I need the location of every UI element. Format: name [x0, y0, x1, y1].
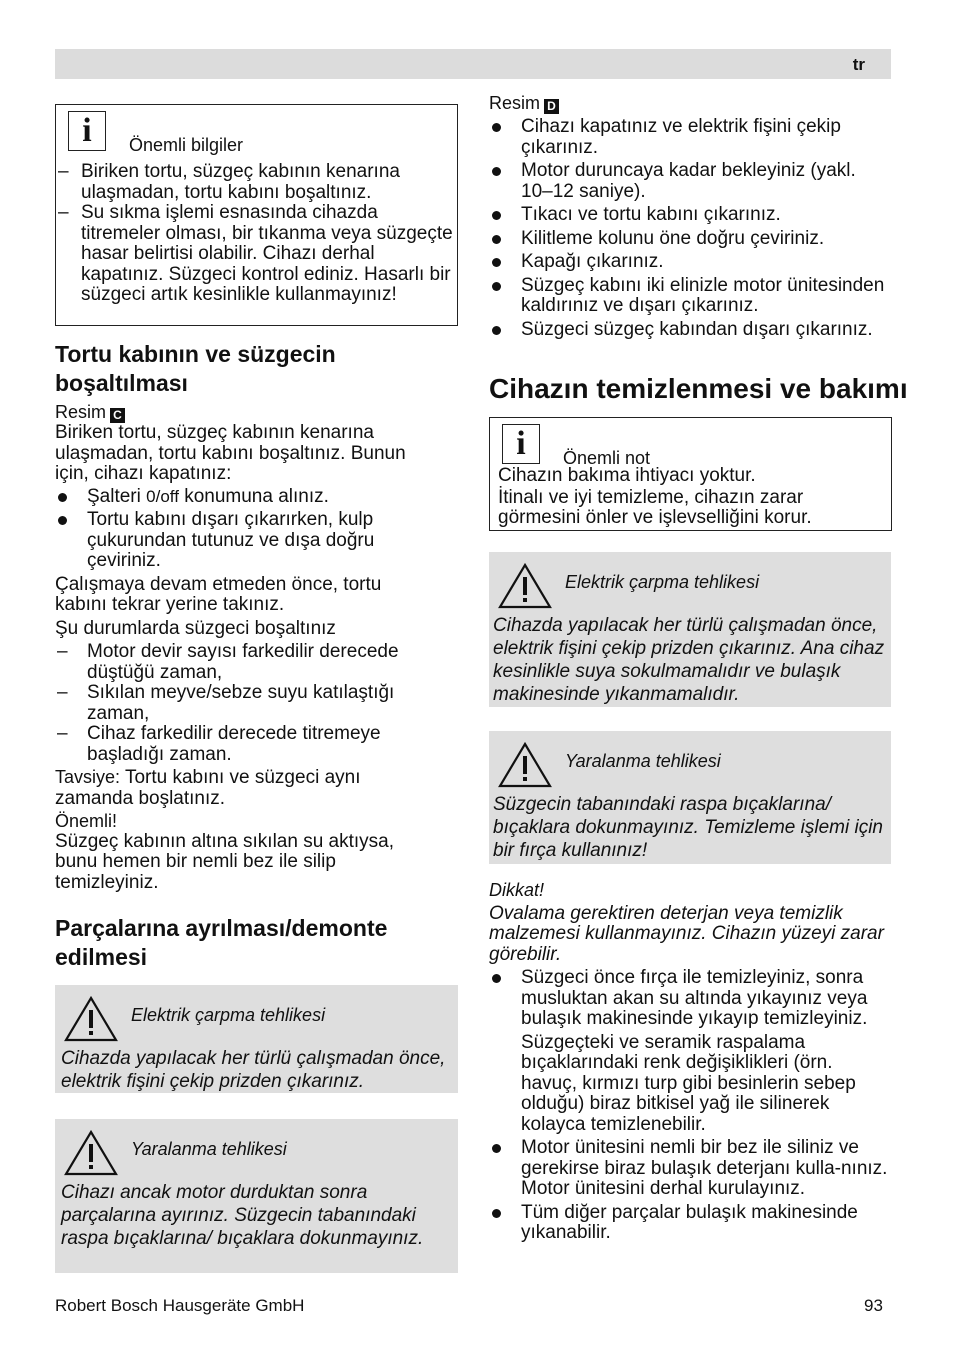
figure-letter-badge: C: [110, 408, 125, 423]
dash-item: – Cihaz farkedilir derecede titremeye başladığı zaman.: [57, 723, 381, 765]
info-item: – Biriken tortu, süzgeç kabının kenarına ulaşmadan, tortu kabını boşaltınız.: [58, 161, 400, 203]
disassembly-steps: [489, 93, 891, 340]
bullet-item: Tıkacı ve tortu kabını çıkarınız.: [489, 205, 891, 226]
warning-title: Yaralanma tehlikesi: [131, 1139, 287, 1159]
warning-text: Süzgecin tabanındaki raspa bıçaklarına/ bıçaklara dokunmayınız. Temizleme işlemi için bir fırça kullanınız!: [493, 794, 884, 861]
important-label: Önemli!: [55, 811, 118, 831]
page-number: 93: [864, 1296, 883, 1315]
caution-label: Dikkat!: [489, 880, 545, 900]
bullet-item: Şalteri 0/off konumuna alınız.: [55, 487, 435, 508]
info-box-title: Önemli bilgiler: [129, 135, 244, 155]
warning-triangle-icon: [63, 1129, 119, 1177]
paragraph: Biriken tortu, süzgeç kabının kenarına ulaşmadan, tortu kabını boşaltınız. Bunun için, cihazı kapatınız:: [55, 422, 406, 484]
dash-item: – Motor devir sayısı farkedilir derecede düştüğü zaman,: [57, 641, 399, 683]
cleaning-instructions: [489, 880, 891, 1244]
warning-title: Elektrik çarpma tehlikesi: [565, 572, 760, 592]
warning-text: Cihazda yapılacak her türlü çalışmadan önce, elektrik fişini çekip prizden çıkarınız. Ana cihaz kesinlikle suya sokulmamalıdır ve bulaşık makinesinde yıkanmamalıdır.: [493, 615, 885, 705]
warning-electric-shock: [55, 985, 458, 1093]
figure-letter-badge: D: [544, 99, 559, 114]
info-item: – Su sıkma işlemi esnasında cihazda titremeler olması, bir tıkanma veya süzgeçte hasar belirtisi olabilir. Cihazı derhal kapatınız. Süzgeci kontrol ediniz. Hasarlı bir süzgeci artık kesinlikle kullanmayınız!: [58, 202, 453, 305]
warning-title: Elektrik çarpma tehlikesi: [131, 1005, 326, 1025]
section-emptying: [55, 340, 435, 893]
warning-injury: [489, 731, 891, 864]
bullet-item: Cihazı kapatınız ve elektrik fişini çekip çıkarınız.: [489, 117, 891, 158]
warning-triangle-icon: [497, 741, 553, 789]
bullet-item: Tortu kabını dışarı çıkarırken, kulp çukurundan tutunuz ve dışa doğru çeviriniz.: [55, 510, 435, 572]
warning-text: Cihazda yapılacak her türlü çalışmadan önce, elektrik fişini çekip prizden çıkarınız.: [61, 1048, 446, 1092]
paragraph: Çalışmaya devam etmeden önce, tortu kabını tekrar yerine takınız.: [55, 573, 382, 615]
dash-item: – Sıkılan meyve/sebze suyu katılaştığı zaman,: [57, 682, 395, 724]
warning-injury: [55, 1119, 458, 1273]
bullet-item: Süzgeci süzgeç kabından dışarı çıkarınız.: [489, 320, 891, 341]
paragraph: Süzgeçteki ve seramik raspalama bıçaklarındaki renk değişiklikleri (örn. havuç, kırmızı turp gibi besinlerin sebep olduğu) biraz bitkisel yağ ile silinerek kolayca temizlenebilir.: [521, 1031, 856, 1135]
tip: Tavsiye: Tortu kabını ve süzgeci aynı zamanda boşlatınız.: [55, 767, 361, 809]
bullet-item: Kapağı çıkarınız.: [489, 252, 891, 273]
section-heading: Parçalarına ayrılması/demonte edilmesi: [55, 915, 388, 970]
bullet-item: Süzgeci önce fırça ile temizleyiniz, sonra musluktan akan su altında yıkayınız veya bulaşık makinesinde yıkayıp temizleyiniz.: [489, 968, 891, 1030]
warning-triangle-icon: [63, 995, 119, 1043]
bullet-item: Motor ünitesini nemli bir bez ile siliniz ve gerekirse biraz bulaşık deterjanı kulla-nınız. Motor ünitesini derhal kurulayınız.: [489, 1138, 891, 1200]
bullet-item: Kilitleme kolunu öne doğru çeviriniz.: [489, 229, 891, 250]
bullet-item: Süzgeç kabını iki elinizle motor ünitesinden kaldırınız ve dışarı çıkarınız.: [489, 276, 891, 317]
header-bar: [55, 49, 891, 79]
note-text: İtinalı ve iyi temizleme, cihazın zarar görmesini önler ve işlevselliğini korur.: [498, 486, 812, 528]
figure-ref: Resim D: [489, 93, 891, 114]
figure-ref: Resim C: [55, 402, 435, 423]
bullet-item: Motor duruncaya kadar bekleyiniz (yakl. 10–12 saniye).: [489, 161, 891, 202]
bullet-item: Tüm diğer parçalar bulaşık makinesinde yıkanabilir.: [489, 1203, 891, 1244]
important-info-box: [55, 104, 458, 326]
section-disassembly: [55, 914, 435, 972]
warning-text: Cihazı ancak motor durduktan sonra parçalarına ayırınız. Süzgecin tabanındaki raspa bıçaklarına/ bıçaklara dokunmayınız.: [61, 1182, 424, 1249]
warning-title: Yaralanma tehlikesi: [565, 751, 721, 771]
paragraph: Süzgeç kabının altına sıkılan su aktıysa, bunu hemen bir nemli bez ile silip temizleyiniz.: [55, 830, 395, 893]
important-note-box: [489, 417, 892, 531]
note-title: Önemli not: [563, 448, 651, 468]
warning-triangle-icon: [497, 562, 553, 610]
language-code: tr: [852, 55, 865, 74]
info-icon: i: [68, 111, 106, 151]
note-text: Cihazın bakıma ihtiyacı yoktur.: [498, 465, 756, 486]
paragraph: Şu durumlarda süzgeci boşaltınız: [55, 617, 336, 639]
section-heading: Tortu kabının ve süzgecin boşaltılması: [55, 341, 336, 396]
info-icon: i: [502, 424, 540, 464]
footer-company: Robert Bosch Hausgeräte GmbH: [55, 1296, 305, 1315]
caution-text: Ovalama gerektiren deterjan veya temizlik malzemesi kullanmayınız. Cihazın yüzeyi zarar görebilir.: [489, 902, 884, 965]
section-heading-cleaning: Cihazın temizlenmesi ve bakımı: [489, 373, 908, 404]
warning-electric-shock: [489, 552, 891, 707]
